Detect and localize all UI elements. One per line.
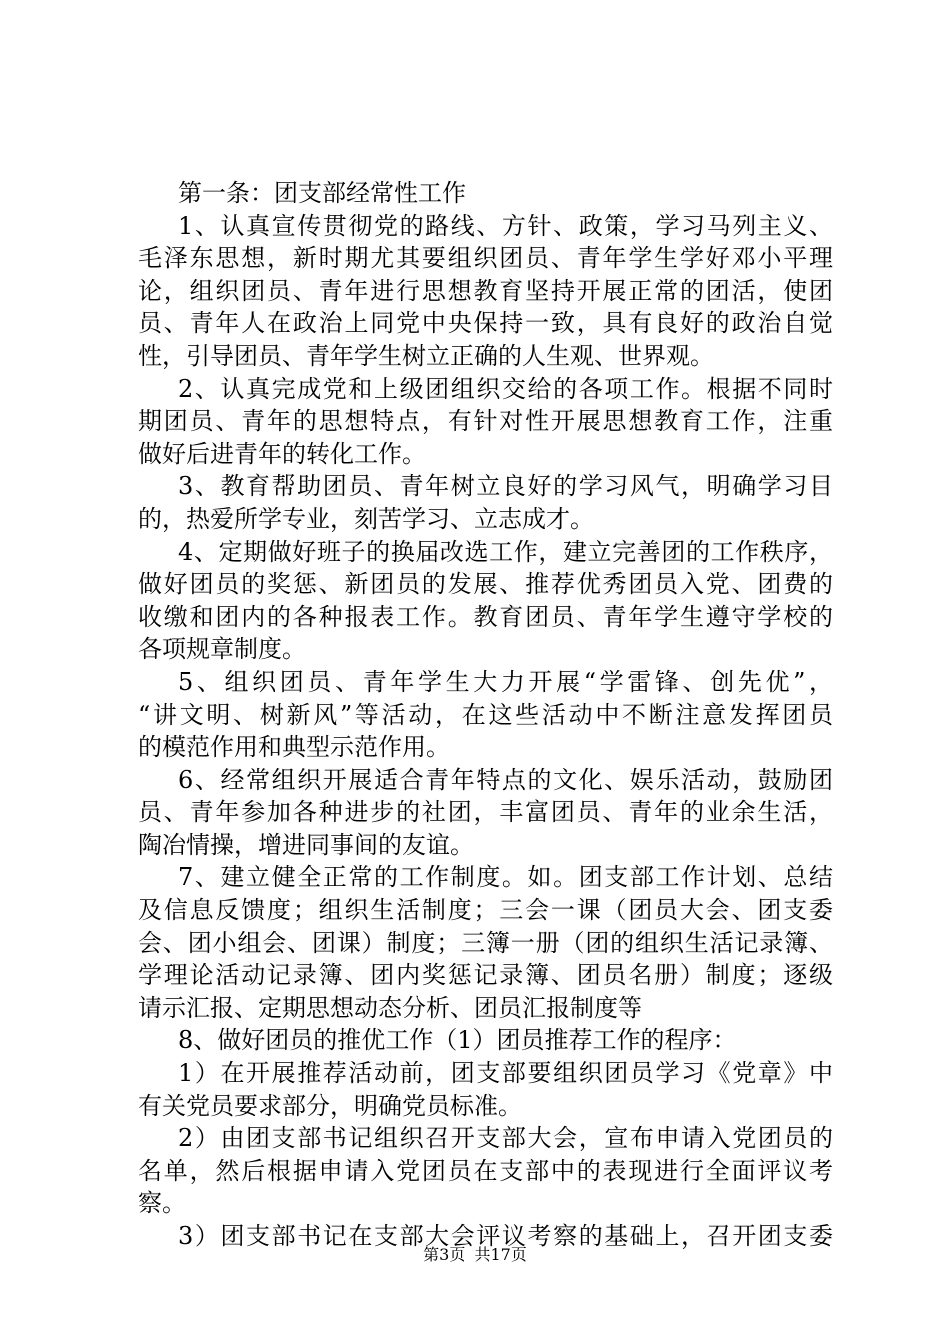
paragraph-line: 4、定期做好班子的换届改选工作，建立完善团的工作秩序， [178, 537, 833, 566]
paragraph [138, 177, 833, 210]
paragraph-line: 做好团员的奖惩、新团员的发展、推荐优秀团员入党、团费的 [138, 570, 833, 599]
paragraph [138, 861, 833, 1024]
paragraph-line: 员、青年人在政治上同党中央保持一致，具有良好的政治自觉 [138, 309, 833, 338]
paragraph-line: 第一条：团支部经常性工作 [178, 179, 466, 207]
paragraph [138, 764, 833, 862]
paragraph-line: 有关党员要求部分，明确党员标准。 [138, 1091, 522, 1120]
paragraph [138, 666, 833, 764]
paragraph-line: 7、建立健全正常的工作制度。如。团支部工作计划、总结 [178, 863, 833, 892]
paragraph-line: 的模范作用和典型示范作用。 [138, 733, 450, 762]
paragraph [138, 1057, 833, 1122]
page-total: 共17页 [474, 1245, 527, 1264]
paragraph-line: 会、团小组会、团课）制度；三簿一册（团的组织生活记录簿、 [138, 928, 833, 957]
paragraph-line: 2、认真完成党和上级团组织交给的各项工作。根据不同时 [178, 374, 833, 403]
paragraph-line: 论，组织团员、青年进行思想教育坚持开展正常的团活，使团 [138, 276, 833, 305]
paragraph-line: 1、认真宣传贯彻党的路线、方针、政策，学习马列主义、 [178, 211, 833, 240]
paragraph [138, 470, 833, 535]
paragraph-line: 及信息反馈度；组织生活制度；三会一课（团员大会、团支委 [138, 896, 833, 925]
paragraph-line: 做好后进青年的转化工作。 [138, 439, 426, 468]
paragraph-line: 期团员、青年的思想特点，有针对性开展思想教育工作，注重 [138, 407, 833, 436]
paragraph-line: 5、组织团员、青年学生大力开展“学雷锋、创先优”， [178, 667, 833, 696]
paragraph-line: 8、做好团员的推优工作（1）团员推荐工作的程序： [178, 1026, 737, 1055]
paragraph-line: 收缴和团内的各种报表工作。教育团员、青年学生遵守学校的 [138, 602, 833, 631]
page-number: 第3页 [423, 1245, 466, 1264]
paragraph [138, 1024, 833, 1057]
paragraph-line: 察。 [138, 1189, 186, 1218]
document-body [138, 177, 833, 1253]
paragraph-line: “讲文明、树新风”等活动，在这些活动中不断注意发挥团员 [138, 700, 833, 729]
paragraph-line: 各项规章制度。 [138, 635, 306, 664]
paragraph-line: 1）在开展推荐活动前，团支部要组织团员学习《党章》中 [178, 1059, 833, 1088]
paragraph-line: 请示汇报、定期思想动态分析、团员汇报制度等 [138, 993, 642, 1022]
paragraph-line: 6、经常组织开展适合青年特点的文化、娱乐活动，鼓励团 [178, 765, 833, 794]
page-footer [0, 1245, 950, 1265]
paragraph-line: 名单，然后根据申请入党团员在支部中的表现进行全面评议考 [138, 1156, 833, 1185]
paragraph-line: 3）团支部书记在支部大会评议考察的基础上，召开团支委 [178, 1222, 833, 1250]
paragraph [138, 536, 833, 666]
paragraph-line: 性，引导团员、青年学生树立正确的人生观、世界观。 [138, 341, 714, 370]
paragraph [138, 1122, 833, 1220]
paragraph-line: 3、教育帮助团员、青年树立良好的学习风气，明确学习目 [178, 472, 833, 501]
paragraph-line: 员、青年参加各种进步的社团，丰富团员、青年的业余生活， [138, 798, 833, 827]
paragraph [138, 210, 833, 373]
paragraph-line: 陶冶情操，增进同事间的友谊。 [138, 830, 474, 859]
paragraph-line: 毛泽东思想，新时期尤其要组织团员、青年学生学好邓小平理 [138, 244, 833, 273]
paragraph [138, 373, 833, 471]
paragraph-line: 2）由团支部书记组织召开支部大会，宣布申请入党团员的 [178, 1124, 833, 1153]
paragraph-line: 学理论活动记录簿、团内奖惩记录簿、团员名册）制度；逐级 [138, 961, 833, 990]
paragraph-line: 的，热爱所学专业，刻苦学习、立志成才。 [138, 504, 594, 533]
